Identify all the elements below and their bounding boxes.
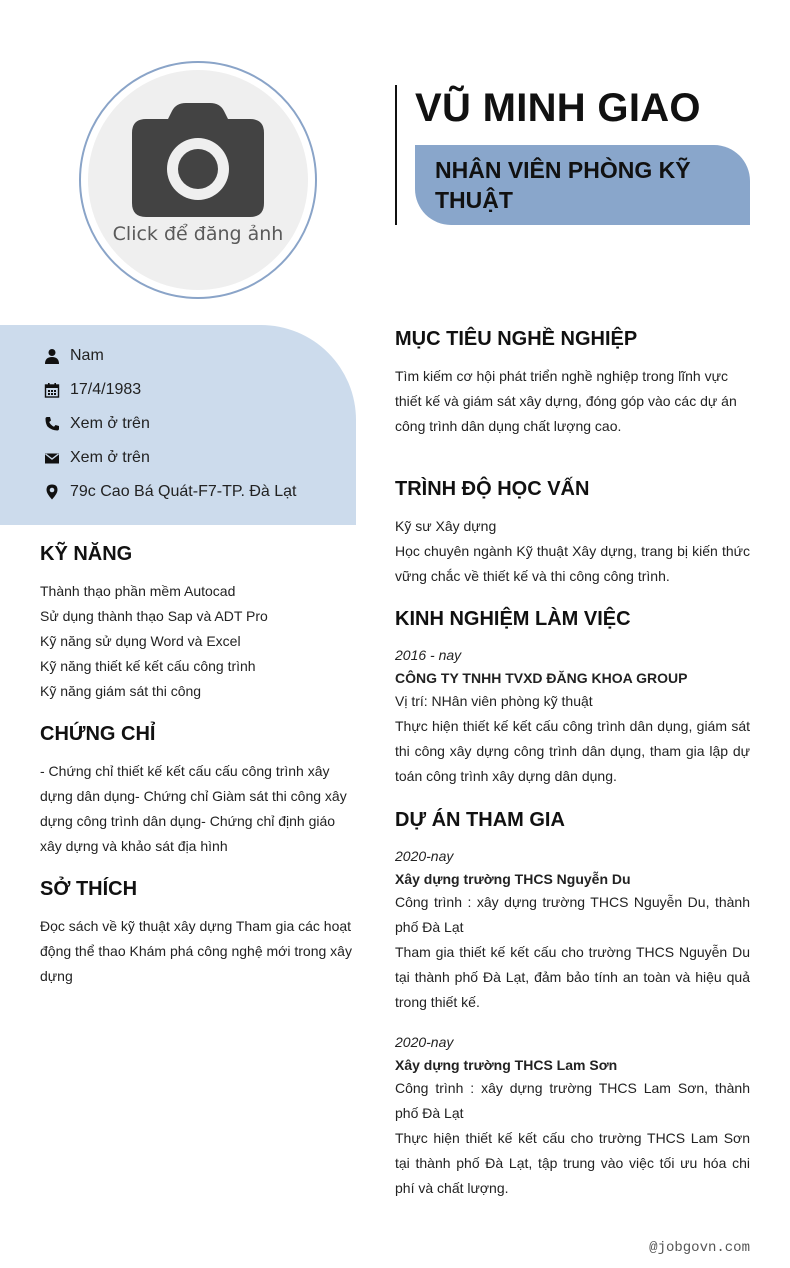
project-name: Xây dựng trường THCS Nguyễn Du xyxy=(395,871,631,887)
project-description: Thực hiện thiết kế kết cấu cho trường THCS Lam Sơn tại thành phố Đà Lạt, tập trung vào việc tối ưu hóa chi phí và chất lượng. xyxy=(395,1130,750,1196)
education-degree: Kỹ sư Xây dựng xyxy=(395,518,497,534)
birthday-value: 17/4/1983 xyxy=(70,381,142,398)
skill-item: Sử dụng thành thạo Sap và ADT Pro xyxy=(40,608,268,624)
header-divider xyxy=(395,85,397,225)
objective-heading: MỤC TIÊU NGHỀ NGHIỆP xyxy=(395,328,638,350)
calendar-icon xyxy=(44,382,60,398)
education-heading: TRÌNH ĐỘ HỌC VẤN xyxy=(395,478,590,500)
envelope-icon xyxy=(44,450,60,466)
experience-period: 2016 - nay xyxy=(395,647,462,663)
project-work: Công trình : xây dựng trường THCS Lam Sơn, thành phố Đà Lạt xyxy=(395,1080,750,1121)
project-item xyxy=(395,1030,750,1201)
certificates-text: - Chứng chỉ thiết kế kết cấu cấu công trình xây dựng dân dụng- Chứng chỉ Giàm sát thi công xây dựng công trình dân dụng- Chứng chỉ định giáo xây dựng và khảo sát địa hình xyxy=(40,763,347,854)
education-block xyxy=(395,514,750,589)
experience-block xyxy=(395,643,750,789)
project-work: Công trình : xây dựng trường THCS Nguyễn Du, thành phố Đà Lạt xyxy=(395,894,750,935)
skills-list xyxy=(40,579,356,704)
hobbies-text: Đọc sách về kỹ thuật xây dựng Tham gia các hoạt động thể thao Khám phá công nghệ mới trong xây dựng xyxy=(40,918,352,984)
camera-icon xyxy=(132,103,264,219)
person-icon xyxy=(44,348,60,364)
skill-item: Kỹ năng giám sát thi công xyxy=(40,683,202,699)
job-title: NHÂN VIÊN PHÒNG KỸ THUẬT xyxy=(435,157,691,213)
hobbies-heading: SỞ THÍCH xyxy=(40,878,138,900)
project-item xyxy=(395,844,750,1015)
gender-value: Nam xyxy=(70,347,104,364)
project-name: Xây dựng trường THCS Lam Sơn xyxy=(395,1057,618,1073)
phone-value: Xem ở trên xyxy=(70,415,150,432)
upload-photo-label: Click để đăng ảnh xyxy=(112,223,284,245)
projects-heading: DỰ ÁN THAM GIA xyxy=(395,809,565,831)
contact-email xyxy=(44,446,150,470)
experience-position: Vị trí: NHân viên phòng kỹ thuật xyxy=(395,693,593,709)
email-value: Xem ở trên xyxy=(70,449,150,466)
contact-gender xyxy=(44,344,104,368)
skill-item: Kỹ năng thiết kế kết cấu công trình xyxy=(40,658,256,674)
skill-item: Kỹ năng sử dụng Word và Excel xyxy=(40,633,241,649)
experience-description: Thực hiện thiết kế kết cấu công trình dân dụng, giám sát thi công xây dựng công trình dân dụng, tham gia lập dự toán công trình xây dựng dân dụng. xyxy=(395,718,750,784)
skills-heading: KỸ NĂNG xyxy=(40,543,133,565)
contact-birthday xyxy=(44,378,141,402)
skill-item: Thành thạo phần mềm Autocad xyxy=(40,583,236,599)
avatar-upload[interactable] xyxy=(88,70,308,290)
certificates-heading: CHỨNG CHỈ xyxy=(40,723,156,745)
footer-brand: @jobgovn.com xyxy=(649,1240,750,1256)
project-period: 2020-nay xyxy=(395,1034,454,1050)
location-pin-icon xyxy=(44,484,60,500)
experience-heading: KINH NGHIỆM LÀM VIỆC xyxy=(395,608,631,630)
project-description: Tham gia thiết kế kết cấu cho trường THCS Nguyễn Du tại thành phố Đà Lạt, đảm bảo tính an toàn và hiệu quả trong thiết kế. xyxy=(395,944,750,1010)
address-value: 79c Cao Bá Quát-F7-TP. Đà Lạt xyxy=(70,483,297,500)
candidate-name: VŨ MINH GIAO xyxy=(415,86,701,130)
contact-phone xyxy=(44,412,150,436)
project-period: 2020-nay xyxy=(395,848,454,864)
education-description: Học chuyên ngành Kỹ thuật Xây dựng, trang bị kiến thức vững chắc về thiết kế và thi công công trình. xyxy=(395,543,750,584)
phone-icon xyxy=(44,416,60,432)
avatar-frame[interactable] xyxy=(79,61,317,299)
objective-text: Tìm kiếm cơ hội phát triển nghề nghiệp trong lĩnh vực thiết kế và giám sát xây dựng, đóng góp vào các dự án công trình dân dụng chất lượng cao. xyxy=(395,368,737,434)
experience-company: CÔNG TY TNHH TVXD ĐĂNG KHOA GROUP xyxy=(395,670,688,686)
job-title-badge xyxy=(415,145,750,225)
contact-address xyxy=(44,480,296,504)
